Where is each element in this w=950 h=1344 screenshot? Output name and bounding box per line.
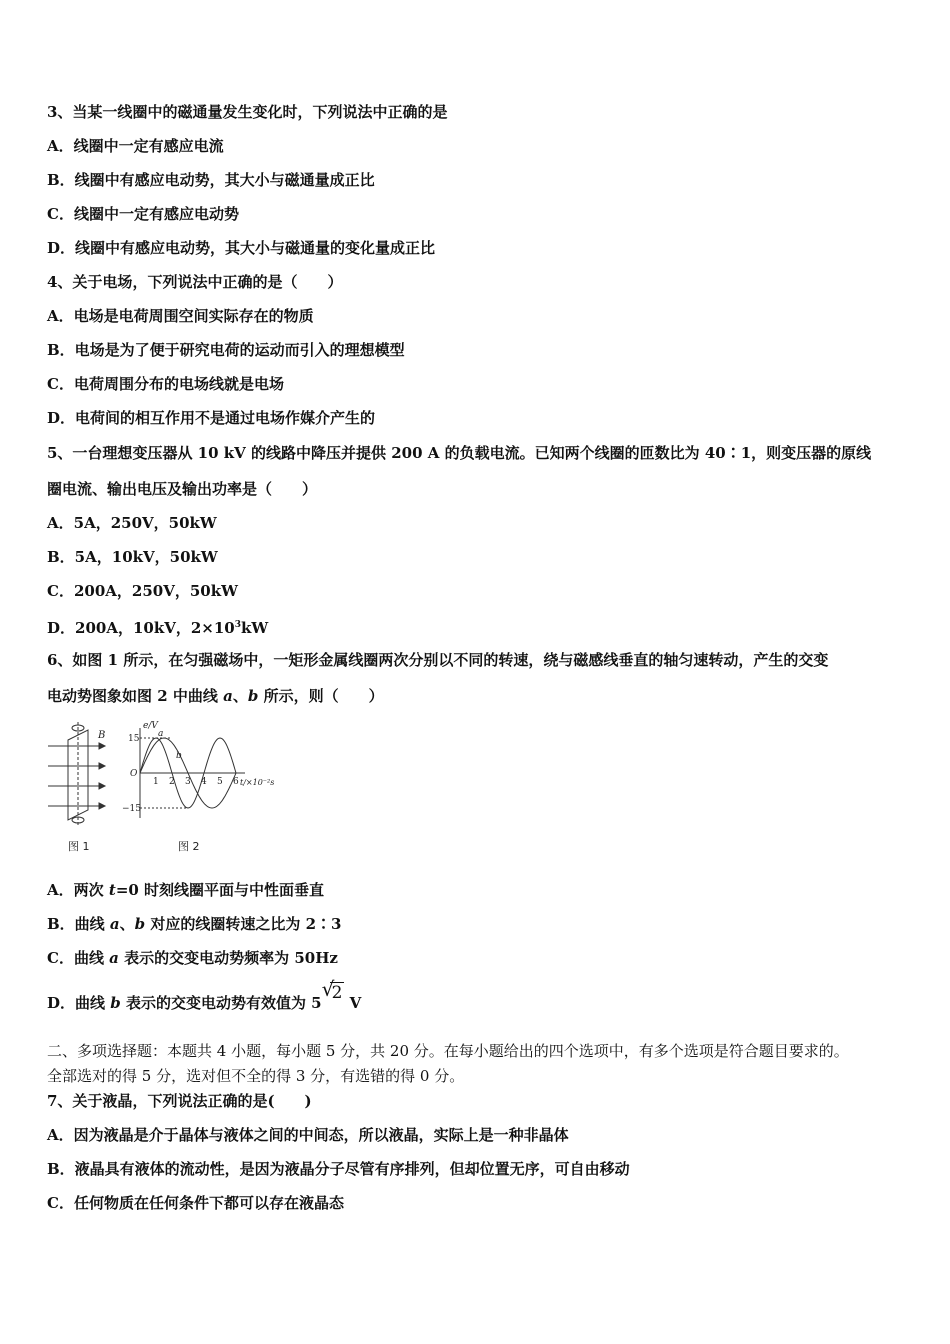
- q6-b-var-b: b: [134, 915, 146, 933]
- q6-b-pre: B．曲线: [47, 915, 110, 933]
- q6-stem-line2: [47, 686, 384, 706]
- q7-option-c[interactable]: C．任何物质在任何条件下都可以存在液晶态: [47, 1194, 344, 1212]
- q5-option-d-main: D．200A，10kV，2×10: [47, 619, 235, 637]
- sqrt-symbol: √ 2: [321, 977, 343, 1003]
- q6-var-a: a: [223, 687, 233, 705]
- q6-c-var: a: [109, 949, 119, 967]
- q5-stem-line1: 5、一台理想变压器从 10 kV 的线路中降压并提供 200 A 的负载电流。已知两个线圈的匝数比为 40∶1，则变压器的原线: [47, 444, 872, 462]
- q6-option-a[interactable]: [47, 880, 324, 900]
- q6-var-b: b: [247, 687, 259, 705]
- tick-3: 3: [185, 777, 191, 787]
- q5-option-d-unit: kW: [241, 619, 269, 637]
- q7-stem: 7、关于液晶，下列说法正确的是( ): [47, 1092, 312, 1110]
- q5-option-b[interactable]: B．5A，10kV，50kW: [47, 548, 218, 566]
- q5-option-d-exponent: 3: [234, 620, 242, 630]
- q4-option-d[interactable]: D．电荷间的相互作用不是通过电场作媒介产生的: [47, 409, 376, 427]
- q6-b-sep: 、: [119, 915, 135, 933]
- figure2-caption: 图 2: [178, 840, 200, 853]
- fig-label-b: B: [98, 730, 106, 741]
- tick-6: 6: [233, 777, 239, 787]
- q6-figures: [40, 718, 300, 858]
- q6-c-post: 表示的交变电动势频率为 50Hz: [118, 949, 338, 967]
- axis-e-label: e/V: [143, 721, 158, 731]
- q3-option-a[interactable]: A．线圈中一定有感应电流: [47, 137, 224, 155]
- q5-option-a[interactable]: A．5A，250V，50kW: [47, 514, 217, 532]
- arrowhead-3: [99, 783, 105, 789]
- q3-option-d[interactable]: D．线圈中有感应电动势，其大小与磁通量的变化量成正比: [47, 239, 436, 257]
- q6-a-pre: A．两次: [47, 881, 109, 899]
- q3-option-c[interactable]: C．线圈中一定有感应电动势: [47, 205, 239, 223]
- q3-stem: 3、当某一线圈中的磁通量发生变化时，下列说法中正确的是: [47, 103, 448, 121]
- q6-a-var: t: [108, 881, 116, 899]
- q6-d-mid: 表示的交变电动势有效值为 5: [120, 994, 322, 1012]
- curve-a-label: a: [158, 729, 164, 739]
- figure2-graph: [140, 728, 245, 818]
- y-min-label: −15: [122, 804, 141, 814]
- q6-stem-sep: 、: [232, 687, 248, 705]
- q6-stem-text-end: 所示，则（ ）: [258, 687, 384, 705]
- tick-1: 1: [153, 777, 159, 787]
- q7-option-a[interactable]: A．因为液晶是介于晶体与液体之间的中间态，所以液晶，实际上是一种非晶体: [47, 1126, 569, 1144]
- q5-stem-line2: 圈电流、输出电压及输出功率是（ ）: [47, 480, 318, 498]
- arrowhead-2: [99, 763, 105, 769]
- arrowhead-4: [99, 803, 105, 809]
- figure1-coil-diagram: [48, 722, 105, 826]
- q6-option-c[interactable]: [47, 948, 338, 968]
- curve-b-label: b: [176, 751, 182, 761]
- sqrt-radicand: 2: [331, 983, 343, 1003]
- q6-a-post: =0 时刻线圈平面与中性面垂直: [115, 881, 325, 899]
- q6-b-post: 对应的线圈转速之比为 2∶3: [145, 915, 342, 933]
- section2-line1: 二、多项选择题：本题共 4 小题，每小题 5 分，共 20 分。在每小题给出的四个选项中，有多个选项是符合题目要求的。: [47, 1042, 849, 1060]
- tick-2: 2: [169, 777, 175, 787]
- q4-stem: 4、关于电场，下列说法中正确的是（ ）: [47, 273, 343, 291]
- q3-option-b[interactable]: B．线圈中有感应电动势，其大小与磁通量成正比: [47, 171, 375, 189]
- origin-label: O: [130, 769, 138, 779]
- q5-option-d[interactable]: [47, 615, 268, 638]
- axis-t-label: t/×10⁻²s: [240, 778, 275, 787]
- q6-stem-text: 电动势图象如图 2 中曲线: [47, 687, 224, 705]
- q6-d-pre: D．曲线: [47, 994, 111, 1012]
- figure1-caption: 图 1: [68, 840, 90, 853]
- arrowhead-1: [99, 743, 105, 749]
- y-max-label: 15: [128, 734, 140, 744]
- q6-option-d[interactable]: [47, 977, 362, 1013]
- q6-d-var: b: [110, 994, 121, 1012]
- tick-4: 4: [201, 777, 207, 787]
- q6-stem-line1: 6、如图 1 所示，在匀强磁场中，一矩形金属线圈两次分别以不同的转速，绕与磁感线垂直的轴匀速转动，产生的交变: [47, 651, 829, 669]
- q6-c-pre: C．曲线: [47, 949, 110, 967]
- tick-5: 5: [217, 777, 223, 787]
- q4-option-c[interactable]: C．电荷周围分布的电场线就是电场: [47, 375, 284, 393]
- q7-option-b[interactable]: B．液晶具有液体的流动性，是因为液晶分子尽管有序排列，但却位置无序，可自由移动: [47, 1160, 630, 1178]
- section2-line2: 全部选对的得 5 分，选对但不全的得 3 分，有选错的得 0 分。: [47, 1067, 465, 1085]
- q4-option-b[interactable]: B．电场是为了便于研究电荷的运动而引入的理想模型: [47, 341, 405, 359]
- q6-figure-svg: [40, 718, 300, 858]
- q6-d-unit: V: [344, 994, 362, 1012]
- q6-option-b[interactable]: [47, 914, 341, 934]
- q6-b-var-a: a: [109, 915, 120, 933]
- q4-option-a[interactable]: A．电场是电荷周围空间实际存在的物质: [47, 307, 314, 325]
- q5-option-c[interactable]: C．200A，250V，50kW: [47, 582, 238, 600]
